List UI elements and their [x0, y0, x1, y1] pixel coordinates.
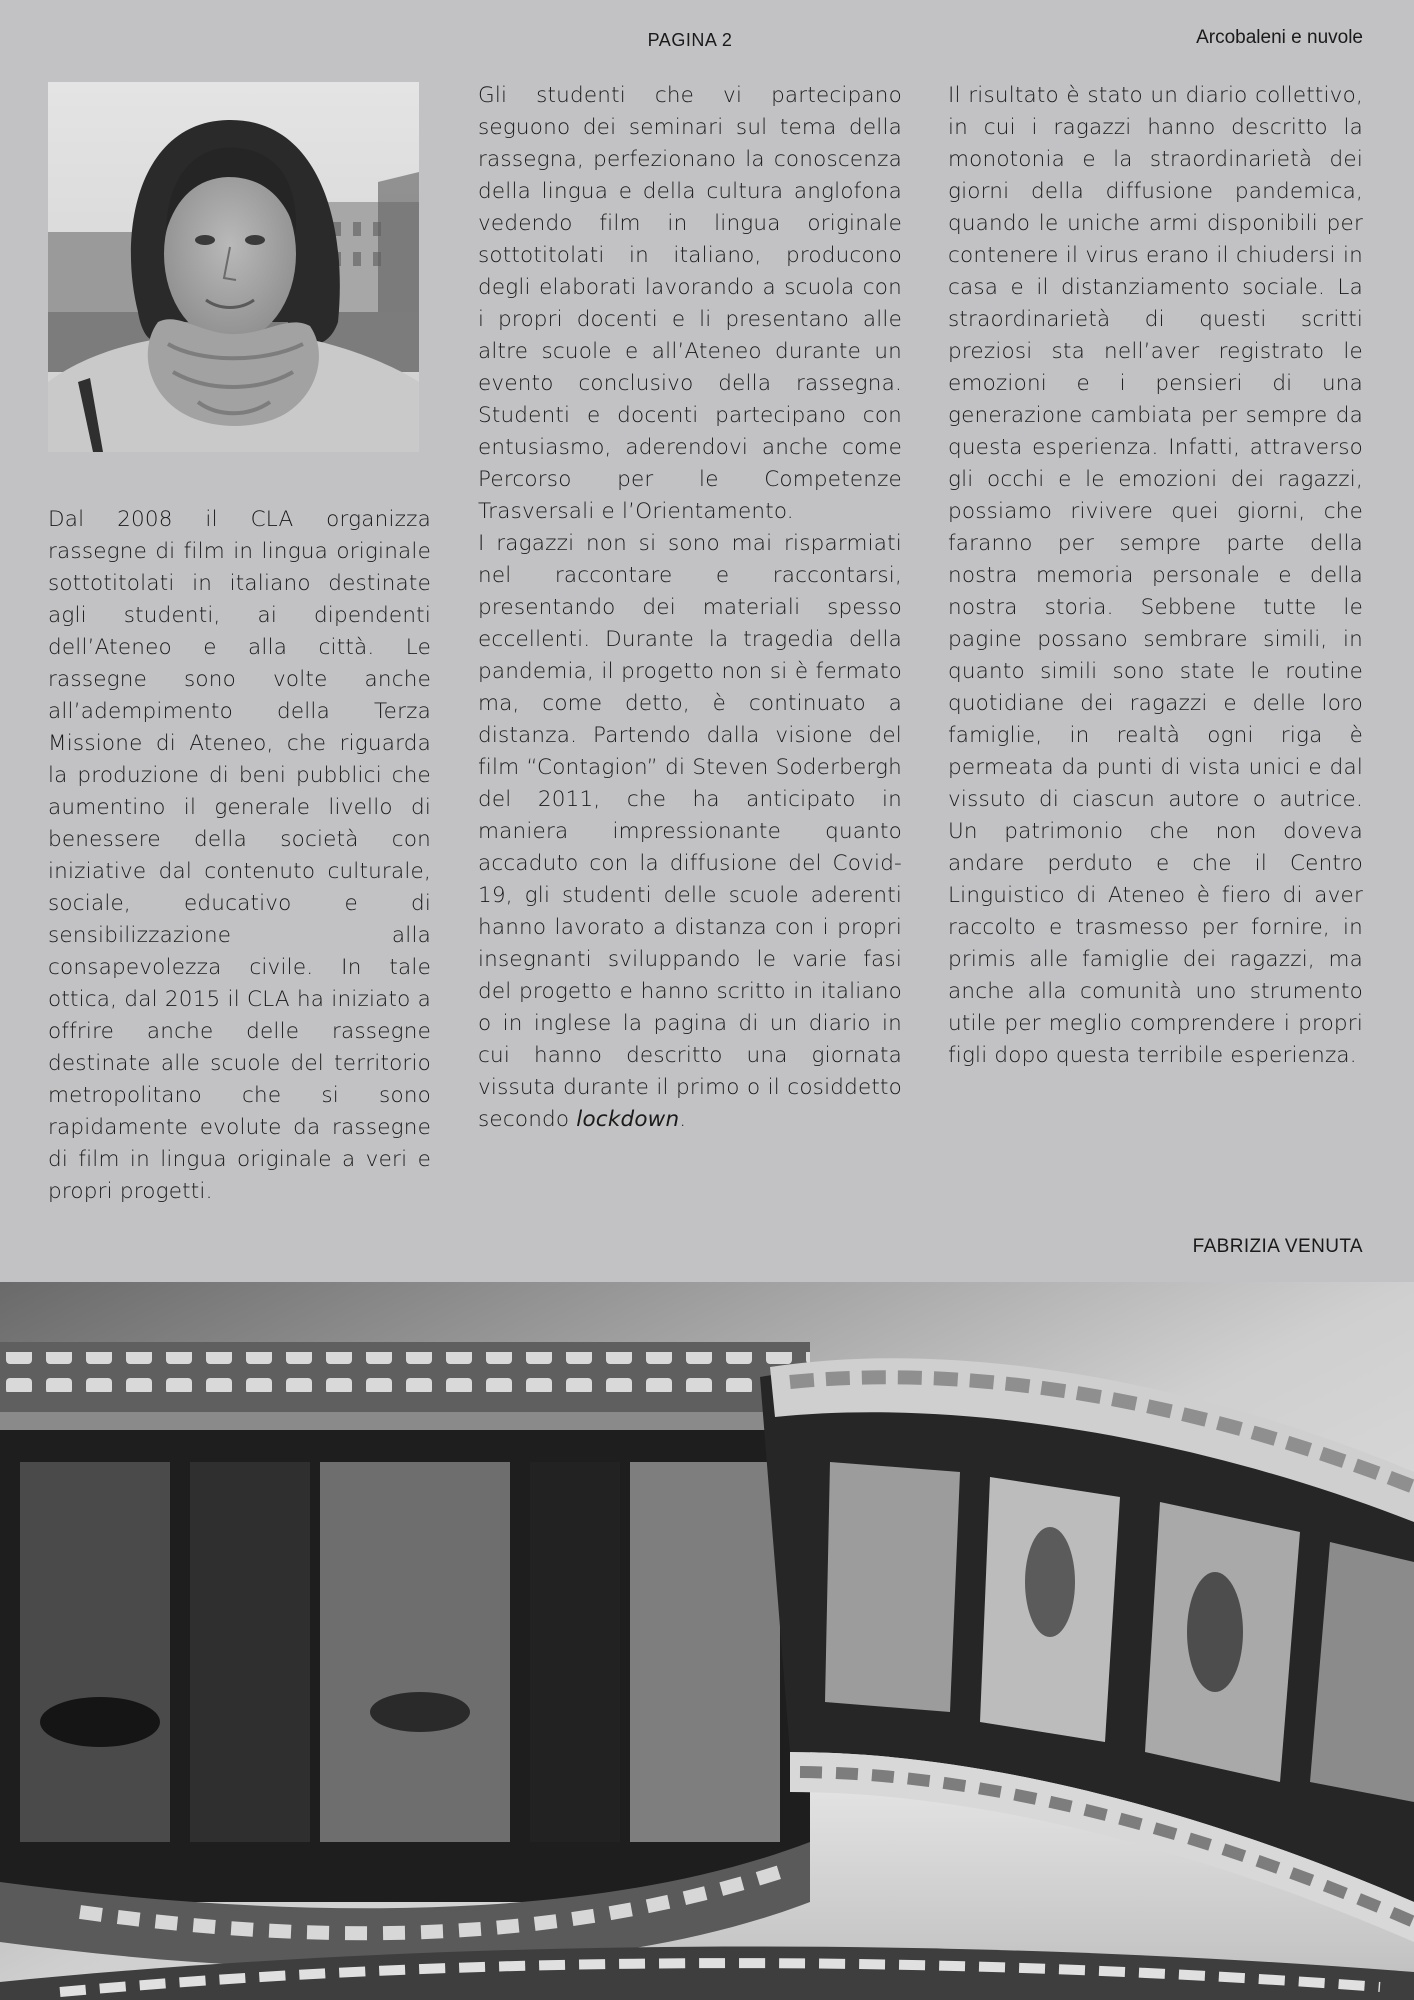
- author-signature: FABRIZIA VENUTA: [1192, 1236, 1363, 1257]
- italic-term: lockdown: [576, 1107, 680, 1132]
- article-paragraph: [478, 528, 902, 1136]
- sentence-end: .: [679, 1107, 687, 1132]
- publication-title: Arcobaleni e nuvole: [1196, 27, 1363, 48]
- article-paragraph: Dal 2008 il CLA organizza rassegne di film in lingua originale sottotitolati in italiano destinate agli studenti, ai dipendenti dell’Ateneo e alla città. Le rassegne sono volte anche all’adempimento della Terza Missione di Ateneo, che riguarda la produzione di beni pubblici che aumentino il generale livello di benessere della società con iniziative dal contenuto culturale, sociale, educativo e di sensibilizzazione alla consapevolezza civile. In tale ottica, dal 2015 il CLA ha iniziato a offrire anche delle rassegne destinate alle scuole del territorio metropolitano che si sono rapidamente evolute da rassegne di film in lingua originale a veri e propri progetti.: [48, 507, 431, 1204]
- article-column-2: [478, 80, 902, 1136]
- article-column-1: [48, 504, 431, 1208]
- article-column-3: [948, 80, 1363, 1072]
- author-portrait-photo: [48, 82, 419, 452]
- page-number: PAGINA 2: [647, 30, 733, 50]
- article-text: I ragazzi non si sono mai risparmiati nel raccontare e raccontarsi, presentando dei materiali spesso eccellenti. Durante la tragedia della pandemia, il progetto non si è fermato ma, come detto, è continuato a distanza. Partendo dalla visione del film “Contagion” di Steven Soderbergh del 2011, che ha anticipato in maniera impressionante quanto accaduto con la diffusione del Covid-19, gli studenti delle scuole aderenti hanno lavorato a distanza con i propri insegnanti sviluppando le varie fasi del progetto e hanno scritto in italiano o in inglese la pagina di un diario in cui hanno descritto una giornata vissuta durante il primo o il cosiddetto secondo: [478, 531, 902, 1132]
- film-reel-photo: [0, 1282, 1414, 2000]
- article-paragraph: Gli studenti che vi partecipano seguono dei seminari sul tema della rassegna, perfezionano la conoscenza della lingua e della cultura anglofona vedendo film in lingua originale sottotitolati in italiano, producono degli elaborati lavorando a scuola con i propri docenti e li presentano alle altre scuole e all’Ateneo durante un evento conclusivo della rassegna. Studenti e docenti partecipano con entusiasmo, aderendovi anche come Percorso per le Competenze Trasversali e l’Orientamento.: [478, 83, 902, 524]
- article-paragraph: Il risultato è stato un diario collettivo, in cui i ragazzi hanno descritto la monotonia e la straordinarietà dei giorni della diffusione pandemica, quando le uniche armi disponibili per contenere il virus erano il chiudersi in casa e il distanziamento sociale. La straordinarietà di questi scritti preziosi sta nell’aver registrato le emozioni e i pensieri di una generazione cambiata per sempre da questa esperienza. Infatti, attraverso gli occhi e le emozioni dei ragazzi, possiamo rivivere quei giorni, che faranno per sempre parte della nostra memoria personale e della nostra storia. Sebbene tutte le pagine possano sembrare simili, in quanto simili sono state le routine quotidiane dei ragazzi e delle loro famiglie, in realtà ogni riga è permeata da punti di vista unici e dal vissuto di ciascun autore o autrice. Un patrimonio che non doveva andare perduto e che il Centro Linguistico di Ateneo è fiero di aver raccolto e trasmesso per fornire, in primis alle famiglie dei ragazzi, ma anche alla comunità uno strumento utile per meglio comprendere i propri figli dopo questa terribile esperienza.: [948, 83, 1363, 1068]
